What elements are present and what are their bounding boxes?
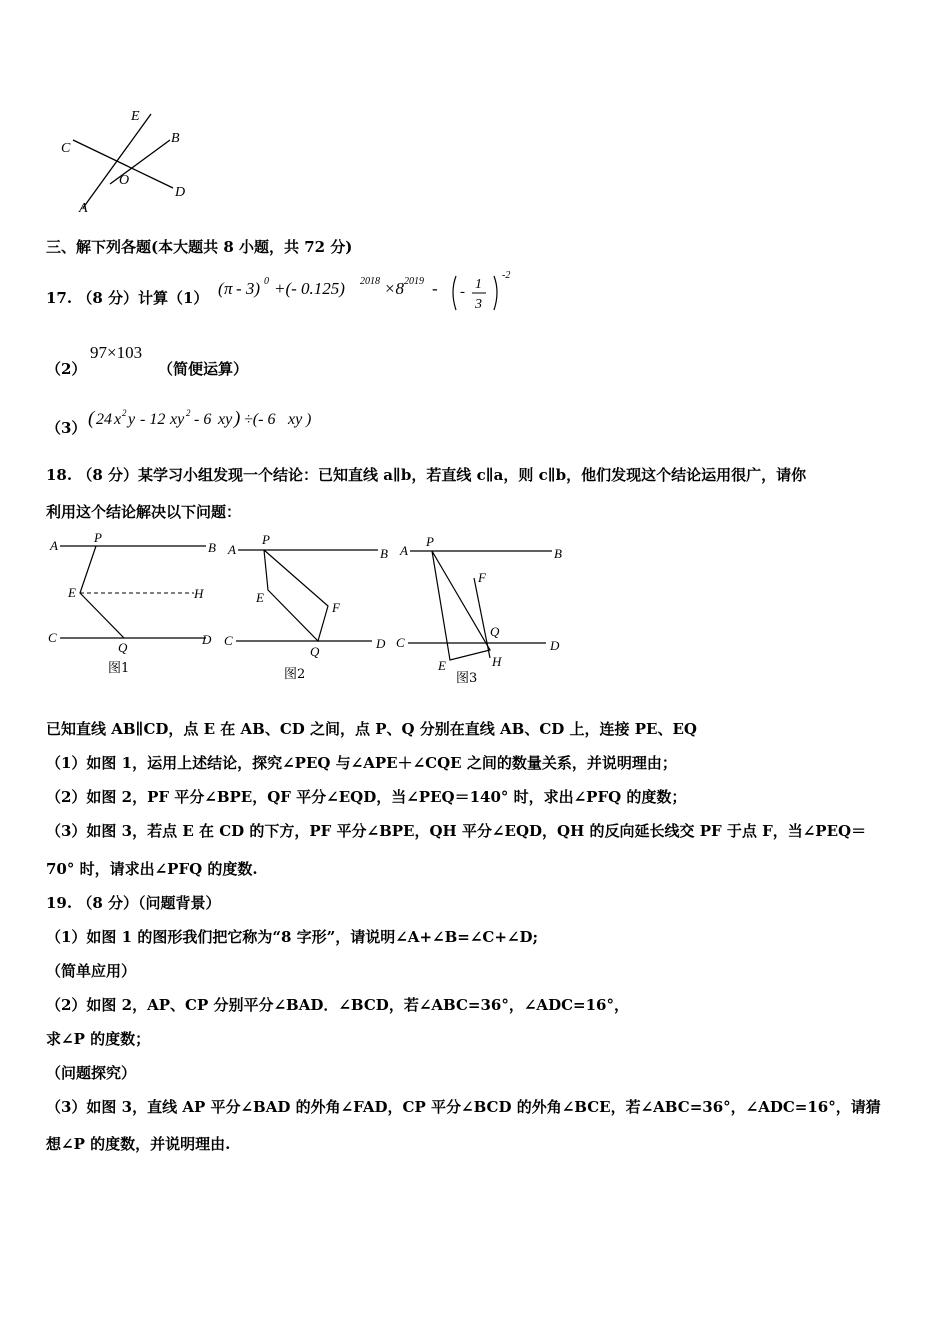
q19-explore: （问题探究）	[46, 1064, 137, 1082]
q19-part2-line2: 求∠P 的度数；	[46, 1030, 151, 1048]
svg-text:2019: 2019	[404, 276, 424, 287]
svg-text:D: D	[550, 638, 560, 653]
svg-text:-: -	[432, 279, 438, 298]
svg-text:P: P	[262, 532, 270, 547]
svg-text:): )	[234, 408, 241, 429]
angle-figure	[55, 100, 205, 220]
label-B: B	[171, 131, 180, 146]
fig1-caption: 图1	[108, 661, 130, 676]
label-C: C	[61, 141, 71, 156]
q18-intro-line1: 18. （8 分）某学习小组发现一个结论：已知直线 a∥b，若直线 c∥a，则 c∥b，他们发现这个结论运用很广，请你	[46, 466, 807, 484]
section-heading: 三、解下列各题(本大题共 8 小题，共 72 分)	[46, 238, 353, 256]
label-D: D	[175, 185, 186, 200]
svg-text:E: E	[438, 658, 446, 673]
svg-text:xy: xy	[170, 411, 185, 428]
q17-part3-label: （3）	[46, 419, 87, 437]
svg-text:2: 2	[122, 408, 127, 418]
svg-text:E: E	[256, 590, 264, 605]
svg-text:D: D	[202, 632, 212, 647]
q18-part3-line1: （3）如图 3，若点 E 在 CD 的下方，PF 平分∠BPE，QH 平分∠EQD，QH 的反向延长线交 PF 于点 F，当∠PEQ＝	[46, 822, 867, 840]
q19-part3-line1: （3）如图 3，直线 AP 平分∠BAD 的外角∠FAD，CP 平分∠BCD 的外角∠BCE，若∠ABC=36°，∠ADC=16°，请猜	[46, 1098, 881, 1116]
svg-text:- 3): - 3)	[236, 279, 261, 298]
q19-part1: （1）如图 1 的图形我们把它称为“8 字形”，请说明∠A+∠B=∠C+∠D;	[46, 928, 539, 946]
q17-part2-label: （2）	[46, 360, 87, 378]
svg-text:3: 3	[475, 297, 482, 312]
svg-text:P: P	[426, 534, 434, 549]
svg-text:A: A	[400, 543, 408, 558]
q18-figure-3	[394, 530, 574, 690]
label-O: O	[119, 173, 130, 188]
q19-heading: 19. （8 分）（问题背景）	[46, 894, 221, 912]
svg-text:×8: ×8	[384, 279, 404, 298]
svg-text:-2: -2	[502, 270, 511, 281]
svg-text:B: B	[380, 546, 388, 561]
svg-text:xy: xy	[218, 411, 233, 428]
q18-intro-line2: 利用这个结论解决以下问题：	[46, 503, 242, 521]
svg-text:Q: Q	[118, 640, 128, 655]
svg-text:xy: xy	[288, 411, 303, 428]
svg-text:F: F	[478, 570, 486, 585]
q18-given: 已知直线 AB∥CD，点 E 在 AB、CD 之间，点 P、Q 分别在直线 AB、CD 上，连接 PE、EQ	[46, 720, 697, 738]
q17-expr1	[218, 270, 518, 323]
svg-text:0: 0	[264, 276, 269, 287]
svg-text:x: x	[114, 411, 122, 428]
svg-text:F: F	[332, 600, 340, 615]
svg-text:-: -	[460, 284, 465, 300]
svg-text:- 12: - 12	[140, 411, 166, 428]
svg-text:B: B	[208, 540, 216, 555]
svg-text:Q: Q	[310, 644, 320, 659]
fig3-caption: 图3	[456, 671, 478, 686]
svg-text:π: π	[224, 279, 233, 298]
svg-text:E: E	[68, 585, 76, 600]
svg-text:D: D	[376, 636, 386, 651]
q17-prefix: 17. （8 分）计算（1）	[46, 289, 209, 307]
q18-part1: （1）如图 1，运用上述结论，探究∠PEQ 与∠APE＋∠CQE 之间的数量关系，并说明理由；	[46, 754, 677, 772]
svg-text:2: 2	[186, 408, 191, 418]
svg-text:): )	[306, 411, 312, 428]
svg-text:24: 24	[96, 411, 112, 428]
svg-text:C: C	[396, 635, 405, 650]
svg-text:H: H	[194, 586, 204, 601]
q19-part2-line1: （2）如图 2，AP、CP 分别平分∠BAD．∠BCD，若∠ABC=36°，∠ADC=16°，	[46, 996, 629, 1014]
q18-figure-1	[46, 530, 226, 680]
svg-text:C: C	[224, 633, 233, 648]
svg-text:C: C	[48, 630, 57, 645]
svg-text:(: (	[218, 279, 224, 298]
label-E: E	[131, 109, 140, 124]
label-A: A	[79, 201, 88, 216]
svg-text:1: 1	[475, 277, 482, 292]
q18-part3-line2: 70° 时，请求出∠PFQ 的度数.	[46, 860, 258, 878]
q17-expr3	[88, 400, 348, 441]
svg-text:H: H	[492, 654, 502, 669]
svg-text:A: A	[50, 538, 58, 553]
svg-text:2018: 2018	[360, 276, 380, 287]
svg-text:y: y	[128, 411, 136, 428]
svg-text:A: A	[228, 542, 236, 557]
svg-text:Q: Q	[490, 624, 500, 639]
q19-part3-line2: 想∠P 的度数，并说明理由.	[46, 1135, 231, 1153]
q17-part2-note: （简便运算）	[158, 360, 249, 378]
q19-simple-app: （简单应用）	[46, 962, 137, 980]
svg-text:- 6: - 6	[194, 411, 212, 428]
svg-text:÷(- 6: ÷(- 6	[244, 411, 276, 428]
q17-expr2: 97×103	[90, 343, 143, 362]
svg-text:+(- 0.125): +(- 0.125)	[274, 279, 345, 298]
fig2-caption: 图2	[284, 667, 306, 682]
svg-text:B: B	[554, 546, 562, 561]
q18-part2: （2）如图 2，PF 平分∠BPE，QF 平分∠EQD，当∠PEQ＝140° 时，求出∠PFQ 的度数；	[46, 788, 687, 806]
q18-figure-2	[222, 530, 402, 690]
svg-text:P: P	[94, 530, 102, 545]
svg-text:(: (	[88, 408, 95, 429]
